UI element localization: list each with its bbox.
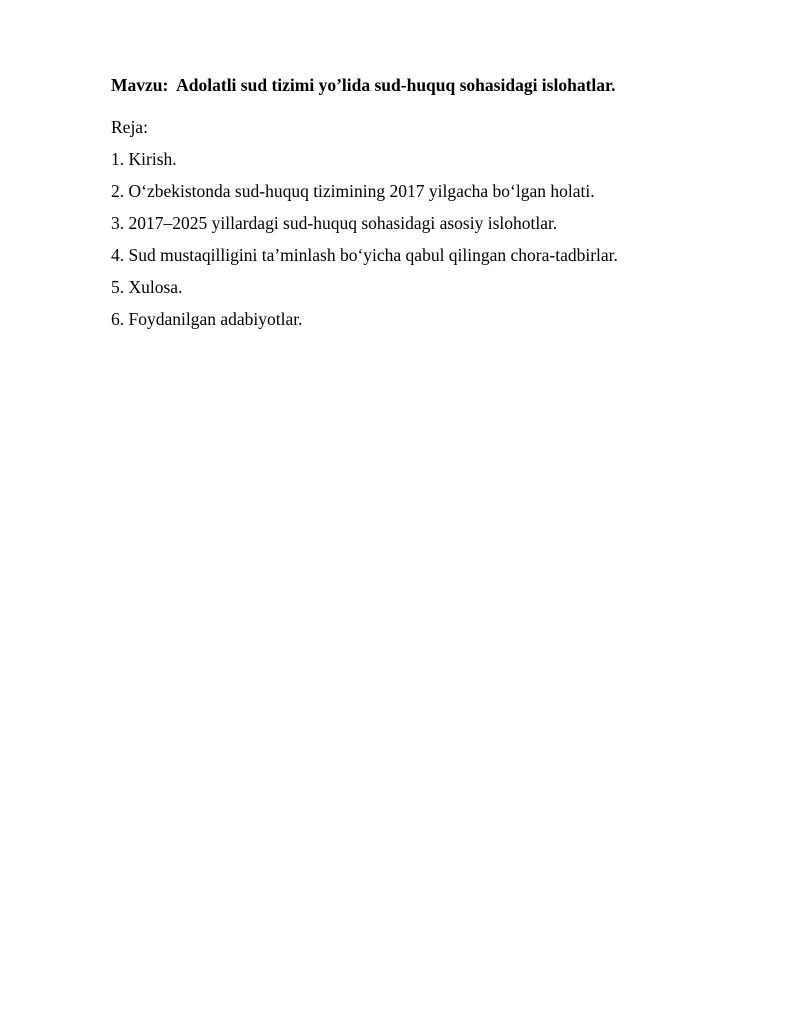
document-content [111, 73, 711, 339]
plan-item-4: 4. Sud mustaqilligini ta’minlash bo‘yicha qabul qilingan chora-tadbirlar. [111, 245, 618, 265]
plan-item-2: 2. O‘zbekistonda sud-huquq tizimining 2017 yilgacha bo‘lgan holati. [111, 181, 595, 201]
plan-item-1: 1. Kirish. [111, 149, 177, 169]
plan-label: Reja: [111, 117, 148, 137]
plan-item-3: 3. 2017–2025 yillardagi sud-huquq sohasidagi asosiy islohotlar. [111, 213, 558, 233]
plan-item-6: 6. Foydanilgan adabiyotlar. [111, 309, 303, 329]
document-title: Mavzu: Adolatli sud tizimi yo’lida sud-huquq sohasidagi islohatlar. [111, 75, 616, 95]
plan-list [111, 147, 711, 331]
plan-item-5: 5. Xulosa. [111, 277, 183, 297]
